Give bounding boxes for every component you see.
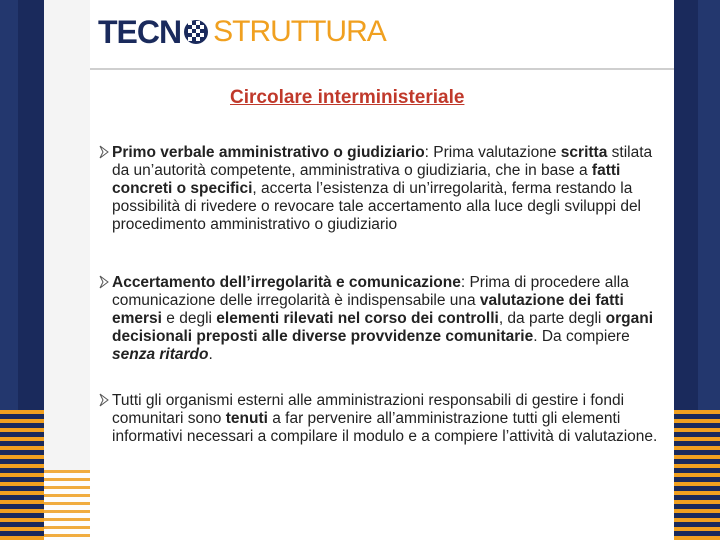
slide-header [90, 0, 674, 68]
bullet-text [112, 392, 672, 446]
left-inner-band [44, 0, 90, 540]
left-inner-stripes [44, 470, 90, 540]
slide-content [90, 70, 674, 540]
bullet-segment: senza ritardo [112, 346, 209, 363]
logo-text-left: TECN [98, 13, 182, 50]
slide-title: Circolare interministeriale [230, 87, 465, 108]
left-accent-panel [0, 0, 18, 410]
arrow-bullet-icon [98, 145, 110, 159]
left-stripes [0, 410, 44, 540]
bullet-segment: : Prima valutazione [424, 144, 561, 161]
bullet-segment: scritta [560, 144, 608, 161]
bullet-segment: Primo verbale amministrativo o giudiziario [112, 144, 425, 161]
bullet-text [112, 144, 672, 234]
tecnostruttura-logo-icon [183, 15, 209, 49]
bullet-segment: a far pervenire all’amministrazione tutti gli elementi informativi necessari a compilare il modulo e a compiere l’attività di valutazione. [112, 410, 658, 445]
bullet-segment: , accerta l’esistenza di un’irregolarità, ferma restando la possibilità di rivedere o revocare tale accertamento alla luce degli sviluppi del procedimento amministrativo o giudiziario [112, 180, 642, 233]
right-stripes [674, 410, 720, 540]
bullet-segment: tenuti [225, 410, 268, 427]
arrow-bullet-icon [98, 275, 110, 289]
arrow-bullet-icon [98, 393, 110, 407]
bullet-segment: Tutti gli organismi esterni alle amministrazioni responsabili di gestire i fondi comunitari sono [112, 392, 625, 427]
bullet-segment: Accertamento dell’irregolarità e comunicazione [112, 274, 461, 291]
bullet-segment: e degli [161, 310, 217, 327]
brand-logo [98, 10, 386, 54]
bullet-segment: fatti concreti o specifici [112, 162, 621, 197]
right-accent-panel [698, 0, 720, 410]
bullet-segment: . [208, 346, 213, 363]
bullet-segment: stilata da un’autorità competente, amministrativa o giudiziaria, che in base a [112, 144, 653, 179]
bullet-segment: valutazione dei fatti emersi [112, 292, 624, 327]
bullet-segment: elementi rilevati nel corso dei controlli [216, 310, 499, 327]
bullet-segment: . Da compiere [533, 328, 630, 345]
bullet-segment: : Prima di procedere alla comunicazione delle irregolarità è indispensabile una [112, 274, 629, 309]
bullet-text [112, 274, 672, 364]
logo-text-right: STRUTTURA [213, 15, 386, 48]
bullet-segment: organi decisionali preposti alle diverse provvidenze comunitarie [112, 310, 654, 345]
bullet-segment: , da parte degli [498, 310, 606, 327]
